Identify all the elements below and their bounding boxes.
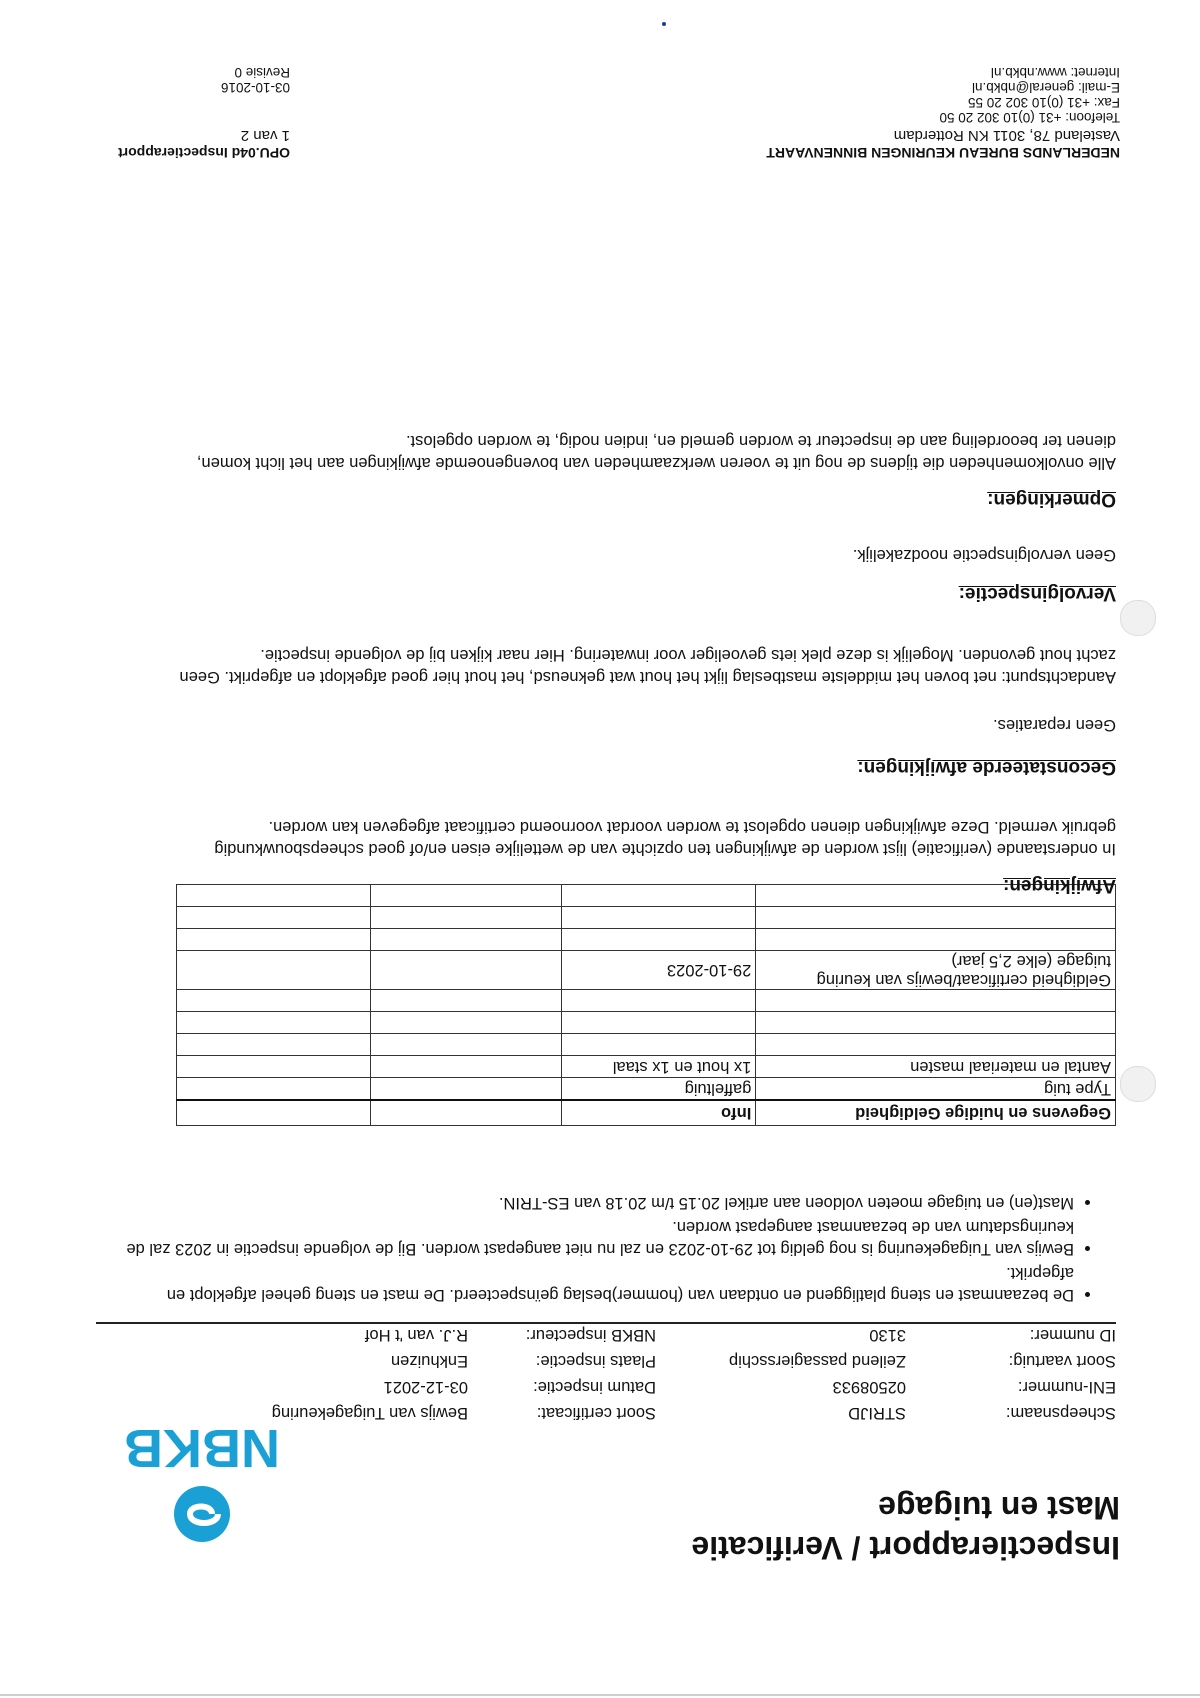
table-cell: 1x hout en 1x staal bbox=[562, 1056, 756, 1078]
table-cell: gaffeltuig bbox=[562, 1078, 756, 1101]
info-row bbox=[96, 1398, 1116, 1422]
table-cell: Aantal en materiaal masten bbox=[756, 1056, 1116, 1078]
table-cell bbox=[177, 1078, 371, 1101]
value-nbkb-inspecteur: R.J. van 't Hof bbox=[364, 1326, 468, 1344]
table-cell bbox=[177, 907, 371, 929]
divider bbox=[96, 1323, 1116, 1325]
value-eni-nummer: 02508933 bbox=[832, 1378, 906, 1396]
value-datum-inspectie: 03-12-2021 bbox=[383, 1378, 468, 1396]
footer-address: Vasteland 78, 3011 KN Rotterdam bbox=[893, 127, 1120, 144]
footer-date: 03-10-2016 bbox=[220, 80, 290, 95]
label-datum-inspectie: Datum inspectie: bbox=[533, 1378, 656, 1396]
info-row bbox=[96, 1372, 1116, 1396]
footer-revision: Revisie 0 bbox=[234, 65, 290, 80]
table-cell bbox=[370, 1056, 562, 1078]
table-cell bbox=[562, 1012, 756, 1034]
table-cell bbox=[756, 907, 1116, 929]
ink-dot bbox=[662, 22, 666, 26]
table-header-cell: Gegevens en huidige Geldigheid bbox=[756, 1100, 1116, 1126]
text-aandachtspunt: Aandachtspunt: net boven het middelste mastbeslag lijkt het hout wat gekneusd, het hout hier goed afgeklopt en afgeprikt. Geen zacht hout gevonden. Mogelijk is deze plek iets gevoeliger voor inwatering. Hier naar kijken bij de volgende inspectie. bbox=[179, 646, 1116, 686]
table-cell bbox=[370, 1012, 562, 1034]
table-row bbox=[177, 929, 1116, 951]
table-cell bbox=[370, 1034, 562, 1056]
bullet-item: • Bewijs van Tuigagekeuring is nog geldig tot 29-10-2023 en zal nu niet aangepast worden. Bij de volgende inspectie in 2023 zal de keuringsdatum van de bezaanmast aangepast worden. bbox=[114, 1216, 1074, 1260]
table-cell bbox=[177, 1056, 371, 1078]
table-row bbox=[177, 885, 1116, 907]
table-header-row bbox=[177, 1100, 1116, 1126]
nbkb-logo-icon bbox=[122, 1400, 282, 1560]
info-row bbox=[96, 1346, 1116, 1370]
nbkb-logo bbox=[122, 1400, 282, 1560]
table-row bbox=[177, 1012, 1116, 1034]
table-row bbox=[177, 907, 1116, 929]
table-cell bbox=[370, 990, 562, 1012]
value-id-nummer: 3130 bbox=[869, 1326, 906, 1344]
table-row bbox=[177, 1034, 1116, 1056]
footer-doc-info bbox=[80, 65, 290, 160]
table-cell bbox=[177, 951, 371, 990]
value-plaats-inspectie: Enkhuizen bbox=[390, 1352, 468, 1370]
heading-vervolginspectie: Vervolginspectie: bbox=[958, 583, 1116, 604]
footer-fax: Fax: +31 (0)10 302 20 55 bbox=[968, 95, 1120, 110]
table-cell bbox=[177, 1012, 371, 1034]
table-cell bbox=[756, 1012, 1116, 1034]
bullet-item: • Mast(en) en tuigage moeten voldoen aan artikel 20.15 t/m 20.18 van ES-TRIN. bbox=[114, 1192, 1074, 1214]
table-cell: Geldigheid certificaat/bewijs van keuring tuigage (elke 2,5 jaar) bbox=[756, 951, 1116, 990]
footer-internet: Internet: www.nbkb.nl bbox=[990, 65, 1120, 80]
table-header-cell bbox=[370, 1100, 562, 1126]
table-row bbox=[177, 990, 1116, 1012]
footer bbox=[80, 65, 1120, 160]
inspection-bullets bbox=[114, 1190, 1114, 1306]
table-header-cell bbox=[177, 1100, 371, 1126]
punch-hole bbox=[1120, 600, 1156, 636]
value-soort-vaartuig: Zeilend passagiersschip bbox=[728, 1352, 906, 1370]
table-row bbox=[177, 1056, 1116, 1078]
table-cell bbox=[370, 951, 562, 990]
text-opmerkingen: Alle onvolkomenheden die tijdens de nog uit te voeren werkzaamheden van bovengenoemde afwijkingen aan het licht komen, dienen ter beoordeling aan de inspecteur te worden gemeld en, indien nodig, te worden opgelost. bbox=[196, 432, 1116, 472]
footer-page-number: 1 van 2 bbox=[240, 127, 290, 144]
text-vervolginspectie: Geen vervolginspectie noodzakelijk. bbox=[852, 546, 1116, 564]
label-plaats-inspectie: Plaats inspectie: bbox=[535, 1352, 656, 1370]
footer-phone: Telefoon: +31 (0)10 302 20 50 bbox=[939, 110, 1120, 125]
label-nbkb-inspecteur: NBKB inspecteur: bbox=[525, 1326, 656, 1344]
table-cell bbox=[177, 1034, 371, 1056]
title-line-1: Inspectierapport / Verificatie bbox=[691, 1530, 1120, 1566]
logo-text: NBKB bbox=[124, 1418, 280, 1478]
table-cell bbox=[562, 929, 756, 951]
table-cell bbox=[756, 929, 1116, 951]
scan-edge bbox=[0, 1694, 1200, 1696]
table-cell: 29-10-2023 bbox=[562, 951, 756, 990]
table-cell bbox=[562, 1034, 756, 1056]
footer-doc-code: OPU.04d Inspectierapport bbox=[118, 145, 290, 161]
table-cell: Type tuig bbox=[756, 1078, 1116, 1101]
table-cell bbox=[177, 990, 371, 1012]
text-geconstateerde-afwijkingen: Geen reparaties. bbox=[993, 716, 1116, 734]
label-eni-nummer: ENI-nummer: bbox=[1017, 1378, 1116, 1396]
title-line-2: Mast en tuigage bbox=[878, 1490, 1120, 1526]
table-cell bbox=[562, 907, 756, 929]
table-cell bbox=[562, 885, 756, 907]
label-scheepsnaam: Scheepsnaam: bbox=[1005, 1404, 1116, 1422]
table-cell bbox=[756, 1034, 1116, 1056]
table-header-cell: Info bbox=[562, 1100, 756, 1126]
footer-org: NEDERLANDS BUREAU KEURINGEN BINNENVAART bbox=[766, 145, 1120, 161]
validity-table bbox=[176, 884, 1116, 1126]
value-soort-certificaat: Bewijs van Tuigagekeuring bbox=[271, 1404, 468, 1422]
label-id-nummer: ID nummer: bbox=[1029, 1326, 1116, 1344]
table-cell bbox=[370, 885, 562, 907]
label-soort-vaartuig: Soort vaartuig: bbox=[1008, 1352, 1116, 1370]
footer-email: E-mail: general@nbkb.nl bbox=[971, 80, 1120, 95]
table-cell bbox=[562, 990, 756, 1012]
heading-afwijkingen: Afwijkingen: bbox=[1003, 875, 1116, 896]
table-cell bbox=[370, 929, 562, 951]
value-scheepsnaam: STRIJD bbox=[848, 1404, 906, 1422]
text-afwijkingen: In onderstaande (verificatie) lijst worden de afwijkingen ten opzichte van de wettelijke eisen en/of goed scheepsbouwkundig gebruik vermeld. Deze afwijkingen dienen opgelost te worden voordat voornoemd certificaat afgegeven kan worden. bbox=[214, 818, 1116, 858]
table-cell bbox=[370, 1078, 562, 1101]
heading-geconstateerde-afwijkingen: Geconstateerde afwijkingen: bbox=[857, 757, 1116, 778]
table-row bbox=[177, 1078, 1116, 1101]
table-cell bbox=[756, 990, 1116, 1012]
label-soort-certificaat: Soort certificaat: bbox=[536, 1404, 656, 1422]
document-title bbox=[691, 1488, 1120, 1568]
footer-spacer bbox=[80, 95, 290, 125]
bullet-item: • De bezaanmast en steng platliggend en ontdaan van (hommer)beslag geïnspecteerd. De mast en steng geheel afgeklopt en afgeprikt. bbox=[114, 1262, 1074, 1306]
table-cell bbox=[177, 929, 371, 951]
heading-opmerkingen: Opmerkingen: bbox=[987, 489, 1116, 510]
table-row bbox=[177, 951, 1116, 990]
punch-hole bbox=[1120, 1066, 1156, 1102]
table-cell bbox=[370, 907, 562, 929]
table-cell bbox=[177, 885, 371, 907]
